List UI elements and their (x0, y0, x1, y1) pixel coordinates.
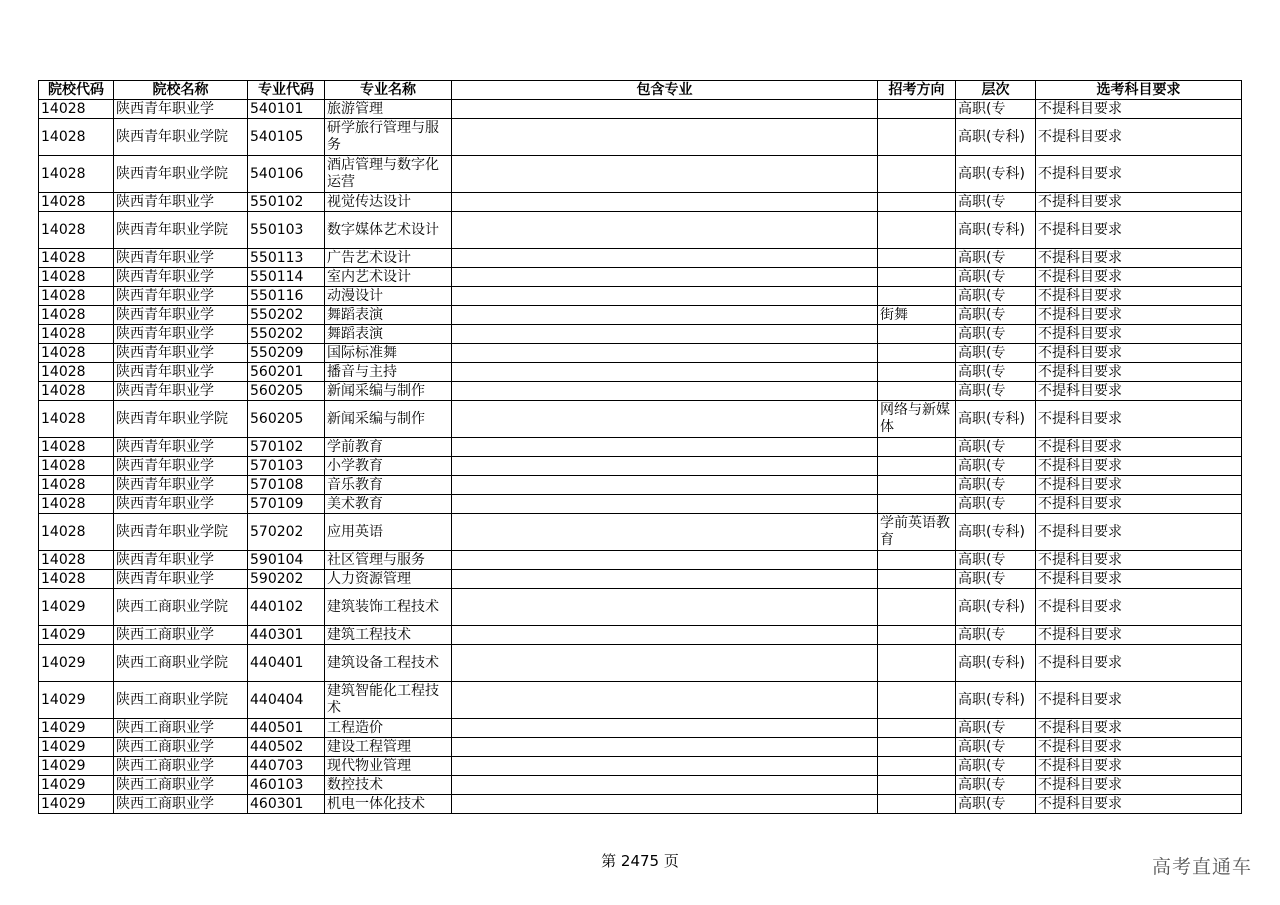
cell-school-code: 14028 (39, 551, 114, 570)
cell-school-code: 14029 (39, 795, 114, 814)
cell-school-name: 陕西工商职业学院 (114, 682, 248, 719)
cell-major-code: 550202 (248, 325, 325, 344)
cell-direction (878, 682, 956, 719)
cell-school-code: 14028 (39, 306, 114, 325)
cell-subject-requirement: 不提科目要求 (1036, 306, 1242, 325)
cell-major-name: 现代物业管理 (325, 757, 452, 776)
cell-school-name: 陕西青年职业学 (114, 551, 248, 570)
cell-subject-requirement: 不提科目要求 (1036, 795, 1242, 814)
cell-included-majors (452, 682, 878, 719)
table-row (39, 156, 1242, 193)
cell-major-name: 建筑智能化工程技术 (325, 682, 452, 719)
cell-major-name: 动漫设计 (325, 287, 452, 306)
table-row (39, 757, 1242, 776)
cell-direction (878, 212, 956, 249)
cell-school-name: 陕西青年职业学 (114, 306, 248, 325)
cell-major-code: 440501 (248, 719, 325, 738)
cell-subject-requirement: 不提科目要求 (1036, 645, 1242, 682)
cell-school-name: 陕西工商职业学 (114, 757, 248, 776)
cell-school-name: 陕西工商职业学 (114, 795, 248, 814)
cell-major-code: 550202 (248, 306, 325, 325)
cell-major-code: 460103 (248, 776, 325, 795)
cell-school-code: 14029 (39, 626, 114, 645)
cell-school-code: 14028 (39, 382, 114, 401)
cell-direction (878, 795, 956, 814)
table-row (39, 589, 1242, 626)
cell-level: 高职(专 (956, 795, 1036, 814)
cell-school-code: 14029 (39, 776, 114, 795)
cell-subject-requirement: 不提科目要求 (1036, 156, 1242, 193)
cell-level: 高职(专科) (956, 212, 1036, 249)
cell-level: 高职(专 (956, 738, 1036, 757)
cell-school-name: 陕西青年职业学 (114, 325, 248, 344)
table-row (39, 738, 1242, 757)
table-row (39, 645, 1242, 682)
cell-major-code: 550113 (248, 249, 325, 268)
cell-level: 高职(专 (956, 457, 1036, 476)
cell-school-code: 14028 (39, 100, 114, 119)
cell-school-name: 陕西青年职业学 (114, 100, 248, 119)
cell-major-code: 440703 (248, 757, 325, 776)
cell-major-name: 建筑装饰工程技术 (325, 589, 452, 626)
cell-major-code: 440404 (248, 682, 325, 719)
cell-school-code: 14028 (39, 344, 114, 363)
cell-subject-requirement: 不提科目要求 (1036, 495, 1242, 514)
cell-school-code: 14028 (39, 457, 114, 476)
cell-subject-requirement: 不提科目要求 (1036, 551, 1242, 570)
cell-subject-requirement: 不提科目要求 (1036, 100, 1242, 119)
cell-subject-requirement: 不提科目要求 (1036, 363, 1242, 382)
cell-level: 高职(专 (956, 363, 1036, 382)
cell-level: 高职(专科) (956, 401, 1036, 438)
cell-subject-requirement: 不提科目要求 (1036, 249, 1242, 268)
cell-level: 高职(专 (956, 287, 1036, 306)
cell-included-majors (452, 719, 878, 738)
cell-major-code: 570108 (248, 476, 325, 495)
cell-major-name: 新闻采编与制作 (325, 401, 452, 438)
header-school-code: 院校代码 (39, 81, 114, 100)
cell-school-name: 陕西青年职业学 (114, 363, 248, 382)
cell-school-code: 14029 (39, 645, 114, 682)
cell-school-name: 陕西青年职业学 (114, 268, 248, 287)
cell-school-code: 14028 (39, 268, 114, 287)
cell-level: 高职(专科) (956, 682, 1036, 719)
cell-level: 高职(专 (956, 100, 1036, 119)
cell-subject-requirement: 不提科目要求 (1036, 738, 1242, 757)
cell-school-code: 14028 (39, 325, 114, 344)
cell-included-majors (452, 795, 878, 814)
cell-major-code: 540101 (248, 100, 325, 119)
cell-major-code: 550114 (248, 268, 325, 287)
cell-major-name: 音乐教育 (325, 476, 452, 495)
cell-subject-requirement: 不提科目要求 (1036, 626, 1242, 645)
cell-direction (878, 570, 956, 589)
cell-school-name: 陕西青年职业学 (114, 287, 248, 306)
cell-major-name: 舞蹈表演 (325, 306, 452, 325)
cell-direction: 学前英语教育 (878, 514, 956, 551)
cell-included-majors (452, 457, 878, 476)
cell-direction (878, 551, 956, 570)
cell-major-name: 广告艺术设计 (325, 249, 452, 268)
cell-school-code: 14028 (39, 363, 114, 382)
table-row (39, 795, 1242, 814)
cell-major-code: 550209 (248, 344, 325, 363)
cell-level: 高职(专 (956, 551, 1036, 570)
cell-school-name: 陕西青年职业学 (114, 476, 248, 495)
cell-school-name: 陕西工商职业学院 (114, 645, 248, 682)
table-row (39, 457, 1242, 476)
cell-level: 高职(专 (956, 382, 1036, 401)
cell-included-majors (452, 287, 878, 306)
cell-direction (878, 476, 956, 495)
cell-included-majors (452, 438, 878, 457)
cell-level: 高职(专科) (956, 156, 1036, 193)
cell-major-name: 建筑设备工程技术 (325, 645, 452, 682)
cell-included-majors (452, 212, 878, 249)
cell-level: 高职(专 (956, 306, 1036, 325)
cell-direction (878, 363, 956, 382)
cell-school-name: 陕西青年职业学 (114, 495, 248, 514)
cell-major-name: 学前教育 (325, 438, 452, 457)
cell-direction (878, 249, 956, 268)
cell-subject-requirement: 不提科目要求 (1036, 757, 1242, 776)
cell-school-code: 14028 (39, 212, 114, 249)
cell-major-name: 应用英语 (325, 514, 452, 551)
cell-subject-requirement: 不提科目要求 (1036, 476, 1242, 495)
header-direction: 招考方向 (878, 81, 956, 100)
cell-school-code: 14029 (39, 738, 114, 757)
header-major-code: 专业代码 (248, 81, 325, 100)
table-body (39, 100, 1242, 814)
cell-included-majors (452, 551, 878, 570)
cell-included-majors (452, 156, 878, 193)
cell-direction (878, 776, 956, 795)
cell-school-name: 陕西青年职业学 (114, 570, 248, 589)
cell-subject-requirement: 不提科目要求 (1036, 212, 1242, 249)
cell-level: 高职(专 (956, 344, 1036, 363)
cell-school-name: 陕西青年职业学 (114, 193, 248, 212)
cell-level: 高职(专科) (956, 589, 1036, 626)
table-row (39, 100, 1242, 119)
cell-level: 高职(专 (956, 719, 1036, 738)
cell-major-name: 研学旅行管理与服务 (325, 119, 452, 156)
cell-school-code: 14028 (39, 495, 114, 514)
header-major-name: 专业名称 (325, 81, 452, 100)
table-row (39, 363, 1242, 382)
cell-included-majors (452, 570, 878, 589)
cell-school-name: 陕西工商职业学 (114, 776, 248, 795)
admissions-table (38, 80, 1242, 814)
cell-direction (878, 287, 956, 306)
table-row (39, 287, 1242, 306)
cell-major-name: 建设工程管理 (325, 738, 452, 757)
cell-major-name: 数控技术 (325, 776, 452, 795)
cell-subject-requirement: 不提科目要求 (1036, 119, 1242, 156)
cell-direction (878, 438, 956, 457)
cell-major-name: 视觉传达设计 (325, 193, 452, 212)
cell-included-majors (452, 738, 878, 757)
cell-major-name: 室内艺术设计 (325, 268, 452, 287)
cell-school-code: 14028 (39, 476, 114, 495)
cell-school-name: 陕西工商职业学 (114, 626, 248, 645)
cell-direction (878, 268, 956, 287)
cell-subject-requirement: 不提科目要求 (1036, 514, 1242, 551)
cell-direction (878, 193, 956, 212)
cell-level: 高职(专科) (956, 645, 1036, 682)
cell-subject-requirement: 不提科目要求 (1036, 682, 1242, 719)
cell-major-name: 人力资源管理 (325, 570, 452, 589)
cell-direction (878, 719, 956, 738)
cell-major-code: 460301 (248, 795, 325, 814)
cell-level: 高职(专 (956, 757, 1036, 776)
cell-school-code: 14028 (39, 514, 114, 551)
cell-level: 高职(专科) (956, 514, 1036, 551)
cell-subject-requirement: 不提科目要求 (1036, 268, 1242, 287)
cell-major-code: 560201 (248, 363, 325, 382)
cell-major-code: 550103 (248, 212, 325, 249)
table-row (39, 682, 1242, 719)
cell-included-majors (452, 249, 878, 268)
cell-school-name: 陕西青年职业学院 (114, 119, 248, 156)
cell-school-code: 14029 (39, 589, 114, 626)
cell-included-majors (452, 645, 878, 682)
table-row (39, 382, 1242, 401)
cell-included-majors (452, 306, 878, 325)
cell-direction (878, 344, 956, 363)
table-row (39, 325, 1242, 344)
cell-included-majors (452, 514, 878, 551)
cell-major-code: 570202 (248, 514, 325, 551)
cell-major-name: 播音与主持 (325, 363, 452, 382)
cell-school-code: 14028 (39, 193, 114, 212)
table-row (39, 212, 1242, 249)
cell-level: 高职(专 (956, 570, 1036, 589)
table-row (39, 626, 1242, 645)
cell-major-code: 570102 (248, 438, 325, 457)
cell-school-code: 14028 (39, 156, 114, 193)
cell-major-name: 社区管理与服务 (325, 551, 452, 570)
header-subject-requirement: 选考科目要求 (1036, 81, 1242, 100)
cell-school-code: 14028 (39, 438, 114, 457)
cell-major-name: 数字媒体艺术设计 (325, 212, 452, 249)
cell-included-majors (452, 589, 878, 626)
cell-included-majors (452, 626, 878, 645)
cell-school-name: 陕西青年职业学 (114, 344, 248, 363)
cell-direction (878, 589, 956, 626)
cell-major-code: 440502 (248, 738, 325, 757)
cell-school-name: 陕西青年职业学院 (114, 401, 248, 438)
cell-included-majors (452, 495, 878, 514)
cell-direction: 网络与新媒体 (878, 401, 956, 438)
cell-school-name: 陕西青年职业学 (114, 457, 248, 476)
cell-major-code: 590104 (248, 551, 325, 570)
cell-level: 高职(专 (956, 626, 1036, 645)
cell-school-code: 14029 (39, 719, 114, 738)
cell-school-name: 陕西青年职业学院 (114, 514, 248, 551)
cell-major-name: 新闻采编与制作 (325, 382, 452, 401)
cell-major-code: 590202 (248, 570, 325, 589)
cell-school-code: 14028 (39, 119, 114, 156)
cell-level: 高职(专 (956, 476, 1036, 495)
cell-school-code: 14028 (39, 570, 114, 589)
cell-subject-requirement: 不提科目要求 (1036, 344, 1242, 363)
cell-level: 高职(专 (956, 325, 1036, 344)
cell-major-code: 570103 (248, 457, 325, 476)
cell-level: 高职(专科) (956, 119, 1036, 156)
cell-included-majors (452, 268, 878, 287)
cell-major-name: 小学教育 (325, 457, 452, 476)
table-header-row (39, 81, 1242, 100)
table-row (39, 551, 1242, 570)
cell-subject-requirement: 不提科目要求 (1036, 382, 1242, 401)
cell-included-majors (452, 100, 878, 119)
cell-included-majors (452, 344, 878, 363)
table-row (39, 344, 1242, 363)
table-row (39, 401, 1242, 438)
table-row (39, 249, 1242, 268)
cell-school-name: 陕西青年职业学 (114, 249, 248, 268)
cell-direction (878, 738, 956, 757)
cell-major-code: 440301 (248, 626, 325, 645)
cell-school-name: 陕西工商职业学 (114, 719, 248, 738)
cell-direction (878, 325, 956, 344)
cell-major-name: 国际标准舞 (325, 344, 452, 363)
cell-direction (878, 156, 956, 193)
cell-major-name: 工程造价 (325, 719, 452, 738)
cell-included-majors (452, 363, 878, 382)
table-row (39, 306, 1242, 325)
cell-major-code: 570109 (248, 495, 325, 514)
cell-major-code: 560205 (248, 382, 325, 401)
header-school-name: 院校名称 (114, 81, 248, 100)
cell-direction (878, 495, 956, 514)
cell-included-majors (452, 757, 878, 776)
cell-level: 高职(专 (956, 438, 1036, 457)
page-number: 第 2475 页 (601, 852, 679, 870)
cell-direction (878, 645, 956, 682)
cell-subject-requirement: 不提科目要求 (1036, 287, 1242, 306)
cell-school-name: 陕西青年职业学院 (114, 212, 248, 249)
cell-school-code: 14028 (39, 401, 114, 438)
cell-direction: 街舞 (878, 306, 956, 325)
cell-subject-requirement: 不提科目要求 (1036, 401, 1242, 438)
cell-school-code: 14028 (39, 287, 114, 306)
cell-major-name: 酒店管理与数字化运营 (325, 156, 452, 193)
table-row (39, 570, 1242, 589)
cell-level: 高职(专 (956, 193, 1036, 212)
cell-direction (878, 626, 956, 645)
cell-subject-requirement: 不提科目要求 (1036, 457, 1242, 476)
cell-school-name: 陕西工商职业学 (114, 738, 248, 757)
cell-subject-requirement: 不提科目要求 (1036, 325, 1242, 344)
cell-major-name: 建筑工程技术 (325, 626, 452, 645)
cell-major-code: 540106 (248, 156, 325, 193)
cell-included-majors (452, 401, 878, 438)
cell-subject-requirement: 不提科目要求 (1036, 438, 1242, 457)
cell-included-majors (452, 119, 878, 156)
cell-major-name: 机电一体化技术 (325, 795, 452, 814)
cell-school-name: 陕西工商职业学院 (114, 589, 248, 626)
cell-major-code: 440102 (248, 589, 325, 626)
table-row (39, 119, 1242, 156)
cell-included-majors (452, 193, 878, 212)
table-row (39, 268, 1242, 287)
cell-subject-requirement: 不提科目要求 (1036, 193, 1242, 212)
cell-major-code: 550116 (248, 287, 325, 306)
cell-major-name: 旅游管理 (325, 100, 452, 119)
cell-subject-requirement: 不提科目要求 (1036, 589, 1242, 626)
cell-level: 高职(专 (956, 776, 1036, 795)
table-row (39, 193, 1242, 212)
cell-level: 高职(专 (956, 249, 1036, 268)
cell-subject-requirement: 不提科目要求 (1036, 719, 1242, 738)
cell-school-name: 陕西青年职业学 (114, 382, 248, 401)
cell-direction (878, 757, 956, 776)
header-level: 层次 (956, 81, 1036, 100)
cell-school-code: 14028 (39, 249, 114, 268)
table-row (39, 476, 1242, 495)
cell-school-name: 陕西青年职业学 (114, 438, 248, 457)
watermark: 高考直通车 (1151, 856, 1252, 878)
header-included-majors: 包含专业 (452, 81, 878, 100)
table-row (39, 776, 1242, 795)
cell-included-majors (452, 776, 878, 795)
cell-included-majors (452, 476, 878, 495)
cell-direction (878, 382, 956, 401)
cell-major-code: 440401 (248, 645, 325, 682)
cell-major-name: 美术教育 (325, 495, 452, 514)
cell-school-code: 14029 (39, 682, 114, 719)
table-row (39, 438, 1242, 457)
cell-included-majors (452, 325, 878, 344)
cell-subject-requirement: 不提科目要求 (1036, 776, 1242, 795)
cell-school-name: 陕西青年职业学院 (114, 156, 248, 193)
cell-level: 高职(专 (956, 495, 1036, 514)
table-row (39, 719, 1242, 738)
cell-school-code: 14029 (39, 757, 114, 776)
cell-included-majors (452, 382, 878, 401)
cell-direction (878, 100, 956, 119)
table-row (39, 495, 1242, 514)
cell-direction (878, 119, 956, 156)
cell-major-code: 560205 (248, 401, 325, 438)
cell-major-code: 540105 (248, 119, 325, 156)
cell-direction (878, 457, 956, 476)
cell-subject-requirement: 不提科目要求 (1036, 570, 1242, 589)
table-row (39, 514, 1242, 551)
cell-major-name: 舞蹈表演 (325, 325, 452, 344)
cell-level: 高职(专 (956, 268, 1036, 287)
cell-major-code: 550102 (248, 193, 325, 212)
